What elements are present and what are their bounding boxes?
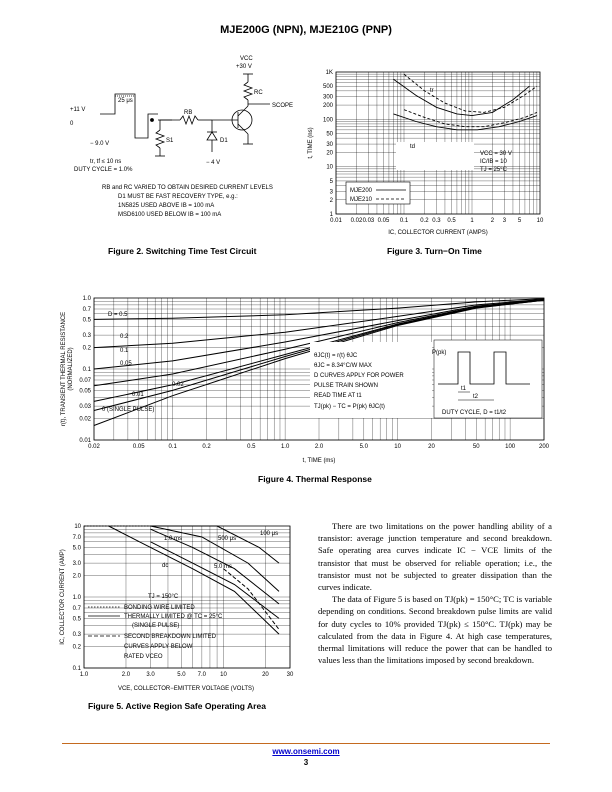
curve-label-005: 0.05 [120, 361, 132, 367]
x-tick-label: 0.05 [132, 444, 145, 450]
rb-label: RB [184, 110, 193, 116]
duty-label: DUTY CYCLE, D = t1/t2 [442, 410, 507, 416]
curve-label-002: 0.02 [172, 382, 184, 388]
x-tick-label: 1.0 [79, 672, 89, 678]
soa-second-breakdown [224, 569, 280, 630]
x-tick-label: 1.0 [280, 444, 290, 450]
vcc-value: +30 V [236, 64, 252, 70]
fig4-xlabel: t, TIME (ms) [302, 458, 336, 464]
footer-rule [62, 743, 550, 744]
y-tick-label: 7.0 [72, 534, 81, 541]
switching-circuit-diagram [60, 48, 300, 248]
x-tick-label: 5.0 [359, 444, 368, 450]
thermal-note-4: PULSE TRAIN SHOWN [314, 383, 378, 389]
tr-label: tr [430, 88, 434, 94]
x-tick-label: 0.05 [377, 218, 390, 224]
y-tick-label: 0.3 [72, 632, 81, 639]
y-tick-label: 2 [329, 197, 333, 204]
x-tick-label: 2.0 [314, 444, 324, 450]
x-tick-label: 0.2 [420, 218, 429, 224]
y-tick-label: 0.07 [79, 377, 91, 384]
rc-label: RC [254, 90, 263, 96]
ppk-label: P(pk) [432, 350, 447, 356]
safe-operating-area-chart [58, 518, 308, 698]
figure5-caption: Figure 5. Active Region Safe Operating Area [88, 701, 266, 711]
x-tick-label: 20 [262, 672, 269, 678]
x-tick-label: 0.03 [362, 218, 375, 224]
y-tick-label: 0.2 [82, 345, 91, 352]
y-tick-label: 500 [322, 84, 333, 91]
t1-label: t1 [461, 386, 467, 392]
d1-label: D1 [220, 138, 228, 144]
y-tick-label: 3 [329, 189, 333, 196]
fig3-xlabel: IC, COLLECTOR CURRENT (AMPS) [388, 230, 488, 236]
y-tick-label: 200 [322, 103, 333, 110]
figure3-caption: Figure 3. Turn−On Time [387, 246, 482, 256]
soa-legend-4: SECOND BREAKDOWN LIMITED [124, 634, 217, 640]
y-tick-label: 0.05 [79, 388, 91, 395]
thermal-response-chart [58, 292, 558, 467]
thermal-note-5: READ TIME AT t1 [314, 393, 362, 399]
y-tick-label: 20 [326, 150, 333, 157]
y-tick-label: 1K [325, 70, 333, 76]
x-tick-label: 5.0 [177, 672, 186, 678]
thermal-note-6: TJ(pk) − TC = P(pk) θJC(t) [314, 404, 385, 410]
duty-cycle-label: DUTY CYCLE = 1.0% [74, 167, 133, 173]
y-tick-label: 0.01 [79, 438, 91, 444]
neg4v-label: − 4 V [206, 160, 221, 166]
fig5-ylabel: IC, COLLECTOR CURRENT (AMP) [60, 549, 66, 645]
scope-label: SCOPE [272, 103, 294, 109]
soa-label-100us: 100 μs [260, 531, 279, 537]
vcc-label: VCC [240, 56, 253, 62]
y-tick-label: 0.1 [82, 367, 91, 373]
x-tick-label: 0.01 [330, 218, 342, 224]
fig3-ylabel: t, TIME (ns) [308, 127, 314, 159]
thermal-note-2: θJC = 8.34°C/W MAX [314, 363, 372, 369]
circuit-note-2: D1 MUST BE FAST RECOVERY TYPE, e.g.: [118, 194, 238, 200]
soa-tj: TJ = 150°C [148, 594, 179, 600]
soa-label-5ms: 5.0 ms [214, 564, 233, 570]
pulse-zero-label: 0 [70, 121, 74, 127]
x-tick-label: 0.3 [432, 218, 441, 224]
tr-mje210-curve [404, 74, 537, 112]
pulse-low-label: − 9.0 V [90, 141, 110, 147]
td-mje210-curve [404, 110, 537, 127]
y-tick-label: 2.0 [72, 573, 81, 580]
y-tick-label: 30 [326, 142, 333, 149]
x-tick-label: 0.1 [168, 444, 177, 450]
x-tick-label: 50 [472, 444, 480, 450]
x-tick-label: 2 [490, 218, 495, 224]
page-title: MJE200G (NPN), MJE210G (PNP) [220, 24, 392, 36]
y-tick-label: 0.03 [79, 404, 91, 411]
x-tick-label: 10 [394, 444, 401, 450]
paragraph-1: There are two limitations on the power handling ability of a transistor: average junction temperature and second breakdown. Safe operating area curves indicate IC − VCE limits of the transistor that must be observed for reliable operation; i.e., the transistor must not be subjected to greater dissipation than the curves indicate. [318, 521, 552, 593]
curve-label-d05: D = 0.5 [108, 312, 128, 318]
x-tick-label: 2.0 [121, 672, 131, 678]
x-tick-label: 100 [505, 444, 516, 450]
cond-tj: TJ = 25°C [480, 167, 507, 173]
curve-label-01: 0.1 [120, 348, 129, 354]
td-mje200-curve [394, 114, 537, 130]
s1-label: S1 [166, 138, 174, 144]
x-tick-label: 10 [536, 218, 544, 224]
y-tick-label: 1 [329, 212, 333, 218]
x-tick-label: 3.0 [146, 672, 155, 678]
y-tick-label: 10 [74, 524, 81, 530]
figure4-caption: Figure 4. Thermal Response [258, 474, 372, 484]
y-tick-label: 10 [326, 164, 333, 171]
x-tick-label: 7.0 [197, 672, 207, 678]
x-tick-label: 0.1 [399, 218, 409, 224]
pulse-high-label: +11 V [70, 107, 86, 113]
y-tick-label: 0.3 [82, 333, 91, 340]
footer-link[interactable]: www.onsemi.com [272, 747, 340, 756]
y-tick-label: 0.5 [72, 616, 81, 623]
pulse-width-label: 25 μs [118, 98, 133, 104]
paragraph-2: The data of Figure 5 is based on TJ(pk) = 150°C; TC is variable depending on conditions. Second breakdown pulse limits are valid for duty cycles to 10% provided TJ(pk) ≤ 150°C. TJ(pk) may be calculated from the data in Figure 4. At high case temperatures, thermal limitations will reduce the power that can be handled to values less than the limitations imposed by second breakdown. [318, 594, 552, 666]
thermal-note-1: θJC(t) = r(t) θJC [314, 353, 358, 359]
y-tick-label: 3.0 [72, 561, 81, 568]
y-tick-label: 0.5 [82, 317, 91, 324]
x-tick-label: 30 [286, 672, 294, 678]
y-tick-label: 0.7 [82, 306, 91, 313]
x-tick-label: 3 [502, 218, 507, 224]
y-tick-label: 0.1 [72, 666, 81, 672]
y-tick-label: 0.7 [72, 605, 81, 612]
x-tick-label: 10 [220, 672, 227, 678]
page-number: 3 [303, 758, 309, 767]
soa-label-1ms: 1.0 ms [164, 536, 183, 542]
cond-vcc: VCC = 30 V [480, 151, 512, 157]
x-tick-label: 5 [517, 218, 522, 224]
fig5-xlabel: VCE, COLLECTOR−EMITTER VOLTAGE (VOLTS) [117, 686, 255, 692]
turn-on-time-chart [300, 62, 550, 242]
soa-legend-3: (SINGLE PULSE) [132, 623, 180, 629]
x-tick-label: 0.02 [88, 444, 100, 450]
soa-label-dc: dc [162, 563, 169, 569]
soa-legend-6: RATED VCEO [124, 654, 163, 660]
x-tick-label: 0.5 [247, 444, 256, 450]
fig4-ylabel-2: (NORMALIZED) [68, 347, 74, 391]
y-tick-label: 0.02 [79, 416, 91, 423]
fig4-ylabel: r(t), TRANSIENT THERMAL RESISTANCE [61, 311, 67, 427]
x-tick-label: 20 [428, 444, 435, 450]
circuit-note-4: MSD6100 USED BELOW IB = 100 mA [118, 212, 222, 218]
soa-legend-5: CURVES APPLY BELOW [124, 644, 193, 650]
soa-explanation [318, 520, 552, 666]
x-tick-label: 0.5 [447, 218, 456, 224]
curve-label-02: 0.2 [120, 334, 129, 340]
cond-ratio: IC/IB = 10 [480, 159, 507, 165]
x-tick-label: 200 [538, 444, 550, 450]
soa-legend-2: THERMALLY LIMITED @ TC = 25°C [124, 614, 223, 620]
x-tick-label: 1 [470, 218, 474, 224]
soa-legend-1: BONDING WIRE LIMITED [124, 605, 195, 611]
legend-mje200: MJE200 [350, 188, 373, 194]
curve-label-001: 0.01 [132, 392, 144, 398]
soa-label-500us: 500 μs [218, 536, 237, 542]
y-tick-label: 300 [322, 94, 333, 101]
x-tick-label: 0.2 [202, 444, 211, 450]
trtf-label: tr, tf ≤ 10 ns [90, 159, 122, 165]
y-tick-label: 50 [326, 131, 333, 138]
x-tick-label: 0.02 [350, 218, 363, 224]
y-tick-label: 0.2 [72, 644, 81, 651]
circuit-note-1: RB and RC VARIED TO OBTAIN DESIRED CURRENT LEVELS [102, 185, 273, 191]
y-tick-label: 5 [329, 178, 333, 185]
y-tick-label: 5.0 [72, 545, 81, 552]
y-tick-label: 100 [322, 117, 333, 124]
circuit-note-3: 1N5825 USED ABOVE IB = 100 mA [118, 203, 215, 209]
figure2-caption: Figure 2. Switching Time Test Circuit [108, 246, 257, 256]
legend-mje210: MJE210 [350, 197, 373, 203]
thermal-note-3: D CURVES APPLY FOR POWER [314, 373, 404, 379]
t2-label: t2 [473, 394, 479, 400]
td-label: td [410, 144, 416, 150]
curve-label-single: 0 (SINGLE PULSE) [102, 407, 155, 413]
y-tick-label: 1.0 [82, 296, 91, 302]
y-tick-label: 1.0 [72, 595, 81, 601]
